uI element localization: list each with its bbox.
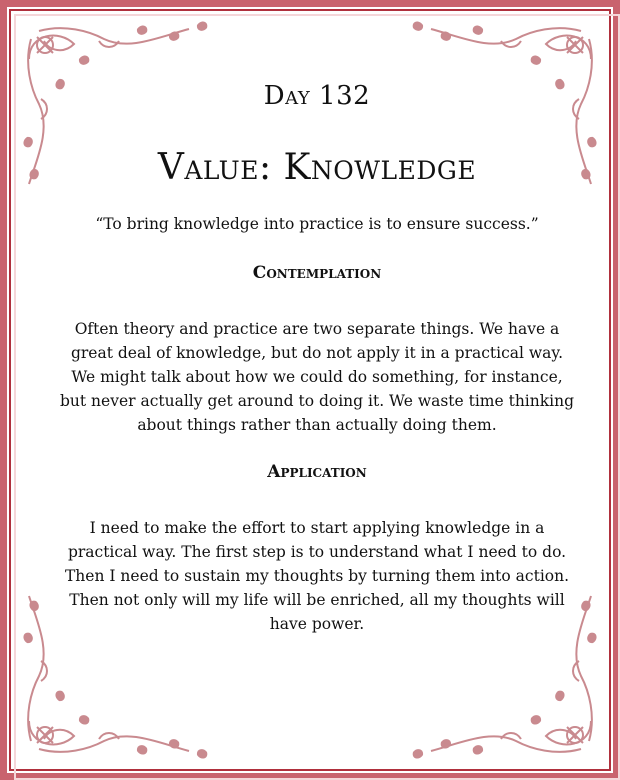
- quote: “To bring knowledge into practice is to ensure success.”: [95, 215, 539, 233]
- contemplation-body: Often theory and practice are two separate things. We have a great deal of knowledge, but do not apply it in a practical way. We might talk about how we could do something, for instance, but never actually get around to doing it. We waste time thinking about things rather than actually doing them.: [59, 320, 575, 434]
- application-heading: Application: [267, 462, 367, 482]
- contemplation-heading: Contemplation: [252, 263, 382, 283]
- day-label: Day 132: [263, 81, 371, 111]
- page-title: Value: Knowledge: [157, 147, 477, 188]
- application-body: I need to make the effort to start applying knowledge in a practical way. The first step is to understand what I need to do. Then I need to sustain my thoughts by turning them into action. Then not only will my life will be enriched, all my thoughts will have power.: [64, 519, 570, 633]
